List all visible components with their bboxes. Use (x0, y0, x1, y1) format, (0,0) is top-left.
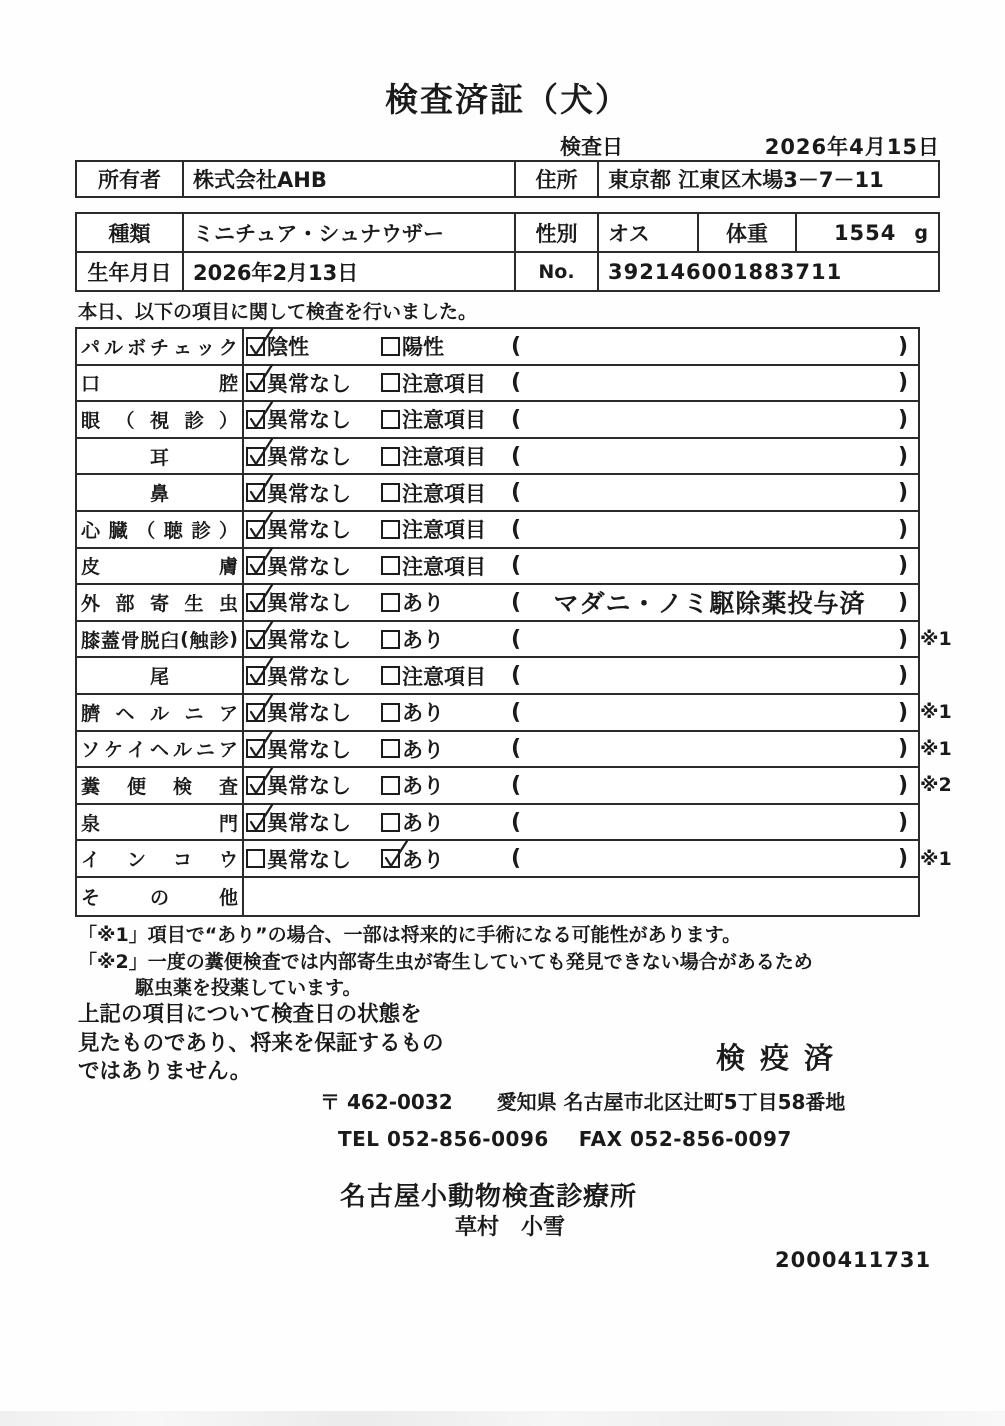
checkbox-icon[interactable] (381, 703, 400, 722)
checklist-row-eyes: 眼 （ 視 診 ） 異常なし 注意項目 ( ) (77, 402, 918, 439)
option-present: あり (381, 807, 511, 837)
option-caution: 注意項目 (381, 661, 511, 691)
checkbox-icon[interactable] (381, 410, 400, 429)
checklist-row-umbilical-hernia: 臍 ヘ ル ニ ア 異常なし あり ( ) ※1 (77, 695, 918, 732)
checkbox-icon[interactable] (381, 556, 400, 575)
exam-checklist-table (75, 327, 952, 917)
birthdate-value: 2026年2月13日 (182, 253, 514, 290)
fax-number: FAX 052-856-0097 (578, 1127, 792, 1151)
item-label: イ ン コ ウ (77, 841, 244, 876)
owner-address: 東京都 江東区木場3－7－11 (597, 162, 938, 196)
scan-artifact-band (0, 1411, 1005, 1426)
checkbox-icon[interactable] (246, 556, 265, 575)
sex-value: オス (597, 214, 697, 251)
weight-label: 体重 (697, 214, 795, 251)
footnote-ref: ※1 (920, 847, 952, 870)
option-caution: 注意項目 (381, 551, 511, 581)
quarantine-passed-stamp: 検疫済 (716, 1041, 849, 1075)
veterinarian-name: 草村 小雪 (455, 1215, 566, 1240)
breed-value: ミニチュア・シュナウザー (182, 214, 514, 251)
checklist-row-nose: 鼻 異常なし 注意項目 ( ) (77, 475, 918, 512)
exam-date-value: 2026年4月15日 (764, 135, 940, 159)
checkbox-icon[interactable] (246, 739, 265, 758)
option-present: あり (381, 770, 511, 800)
item-label: 耳 (77, 439, 244, 474)
checklist-row-patella: 膝 蓋 骨 脱 臼 ( 触 診 ) 異常なし あり ( ) ※1 (77, 622, 918, 659)
item-label: 泉 門 (77, 805, 244, 840)
checkbox-icon[interactable] (381, 373, 400, 392)
checklist-row-tail: 尾 異常なし 注意項目 ( ) (77, 658, 918, 695)
option-normal: 異常なし (244, 807, 381, 837)
clinic-phone-row (338, 1127, 792, 1151)
footnote-2-continued: 駆虫薬を投薬しています。 (135, 977, 362, 999)
checkbox-icon[interactable] (381, 666, 400, 685)
checkbox-icon[interactable] (381, 447, 400, 466)
id-number: 392146001883711 (597, 253, 938, 290)
footnote-ref: ※1 (920, 628, 952, 651)
pet-info-table (75, 212, 940, 292)
checkbox-icon[interactable] (246, 703, 265, 722)
checkbox-icon[interactable] (246, 593, 265, 612)
exam-date-row (75, 131, 940, 157)
checkbox-icon[interactable] (381, 739, 400, 758)
option-positive: 陽性 (381, 331, 511, 361)
option-normal: 異常なし (244, 478, 381, 508)
checkbox-icon[interactable] (381, 520, 400, 539)
option-normal: 異常なし (244, 770, 381, 800)
checkbox-icon[interactable] (381, 337, 400, 356)
owner-info-table (75, 160, 940, 198)
item-label: 皮 膚 (77, 549, 244, 584)
item-label: 尾 (77, 658, 244, 693)
address-label: 住所 (514, 162, 597, 196)
postal-code: 〒 462-0032 (320, 1090, 453, 1114)
checkbox-icon[interactable] (246, 630, 265, 649)
item-label: 臍 ヘ ル ニ ア (77, 695, 244, 730)
checklist-row-heart: 心 臓 （ 聴 診 ） 異常なし 注意項目 ( ) (77, 512, 918, 549)
exam-date-label: 検査日 (560, 135, 623, 159)
checkbox-icon[interactable] (246, 447, 265, 466)
item-label: 口 腔 (77, 366, 244, 401)
footnote-ref: ※1 (920, 737, 952, 760)
checkbox-icon[interactable] (246, 410, 265, 429)
breed-label: 種類 (108, 221, 151, 246)
option-normal: 異常なし (244, 551, 381, 581)
checklist-row-skin: 皮 膚 異常なし 注意項目 ( ) (77, 549, 918, 586)
option-present: あり (381, 734, 511, 764)
checkbox-icon[interactable] (246, 337, 265, 356)
finding-text: マダニ・ノミ駆除薬投与済 (553, 589, 866, 619)
weight-unit: g (914, 221, 928, 244)
item-label: ソ ケ イ ヘ ル ニ ア (77, 732, 244, 767)
item-label: 糞 便 検 査 (77, 768, 244, 803)
option-present: あり (381, 844, 511, 874)
checklist-row-mouth: 口 腔 異常なし 注意項目 ( ) (77, 366, 918, 403)
checkbox-icon[interactable] (381, 849, 400, 868)
option-normal: 異常なし (244, 844, 381, 874)
item-label: そ の 他 (77, 878, 244, 915)
option-normal: 異常なし (244, 661, 381, 691)
tel-number: TEL 052-856-0096 (338, 1127, 549, 1151)
option-present: あり (381, 587, 511, 617)
option-present: あり (381, 697, 511, 727)
checkbox-icon[interactable] (246, 776, 265, 795)
owner-name: 株式会社AHB (182, 162, 514, 196)
birthdate-label: 生年月日 (87, 260, 172, 285)
option-normal: 異常なし (244, 514, 381, 544)
checklist-row-parvo: パ ル ボ チ ェ ッ ク 陰性 陽性 ( ) (77, 329, 918, 366)
option-caution: 注意項目 (381, 368, 511, 398)
option-normal: 異常なし (244, 624, 381, 654)
option-caution: 注意項目 (381, 441, 511, 471)
checklist-row-fecal-exam: 糞 便 検 査 異常なし あり ( ) ※2 (77, 768, 918, 805)
option-normal: 異常なし (244, 404, 381, 434)
checkbox-icon[interactable] (381, 593, 400, 612)
item-label: 膝 蓋 骨 脱 臼 ( 触 診 ) (77, 622, 244, 657)
item-label: 鼻 (77, 475, 244, 510)
option-normal: 異常なし (244, 734, 381, 764)
checklist-row-other (77, 878, 918, 915)
checkbox-icon[interactable] (381, 813, 400, 832)
checklist-row-ectoparasites: 外 部 寄 生 虫 異常なし あり ( マダニ・ノミ駆除薬投与済 ) (77, 585, 918, 622)
checklist-row-inguinal-hernia: ソ ケ イ ヘ ル ニ ア 異常なし あり ( ) ※1 (77, 732, 918, 769)
option-normal: 異常なし (244, 587, 381, 617)
disclaimer-text: 上記の項目について検査日の状態を 見たものであり、将来を保証するもの ではありません。 (78, 1002, 444, 1084)
footnote-ref: ※1 (920, 701, 952, 724)
checkbox-icon[interactable] (381, 483, 400, 502)
checkbox-icon[interactable] (381, 776, 400, 795)
option-normal: 異常なし (244, 441, 381, 471)
item-label: 心 臓 （ 聴 診 ） (77, 512, 244, 547)
checklist-row-cryptorchidism: イ ン コ ウ 異常なし あり ( ) ※1 (77, 841, 918, 878)
intro-text: 本日、以下の項目に関して検査を行いました。 (78, 301, 478, 323)
no-label: No. (514, 253, 597, 290)
checkbox-icon[interactable] (246, 666, 265, 685)
other-empty-cell (244, 878, 918, 915)
option-caution: 注意項目 (381, 514, 511, 544)
page-title: 検査済証（犬） (385, 80, 630, 119)
footnote-1: 「※1」項目で“あり”の場合、一部は将来的に手術になる可能性があります。 (78, 924, 742, 946)
footnote-2: 「※2」一度の糞便検査では内部寄生虫が寄生していても発見できない場合があるため (78, 951, 813, 973)
checkbox-icon[interactable] (246, 483, 265, 502)
option-caution: 注意項目 (381, 404, 511, 434)
weight-value-cell (795, 214, 938, 251)
checkbox-icon[interactable] (246, 373, 265, 392)
item-label: 眼 （ 視 診 ） (77, 402, 244, 437)
option-normal: 異常なし (244, 368, 381, 398)
checkbox-icon[interactable] (246, 520, 265, 539)
option-present: あり (381, 624, 511, 654)
footnote-ref: ※2 (920, 774, 952, 797)
clinic-address: 愛知県 名古屋市北区辻町5丁目58番地 (496, 1090, 846, 1114)
owner-label: 所有者 (98, 168, 161, 192)
checkbox-icon[interactable] (381, 630, 400, 649)
weight-value: 1554 (833, 220, 897, 245)
checkbox-icon[interactable] (246, 849, 265, 868)
sex-label: 性別 (514, 214, 597, 251)
clinic-name: 名古屋小動物検査診療所 (340, 1182, 638, 1212)
serial-number: 2000411731 (775, 1248, 932, 1272)
checklist-row-fontanelle: 泉 門 異常なし あり ( ) (77, 805, 918, 842)
option-caution: 注意項目 (381, 478, 511, 508)
clinic-address-row (320, 1086, 845, 1115)
checkbox-icon[interactable] (246, 813, 265, 832)
item-label: 外 部 寄 生 虫 (77, 585, 244, 620)
item-label: パ ル ボ チ ェ ッ ク (77, 329, 244, 364)
checklist-row-ears: 耳 異常なし 注意項目 ( ) (77, 439, 918, 476)
option-normal: 異常なし (244, 697, 381, 727)
option-negative: 陰性 (244, 331, 381, 361)
